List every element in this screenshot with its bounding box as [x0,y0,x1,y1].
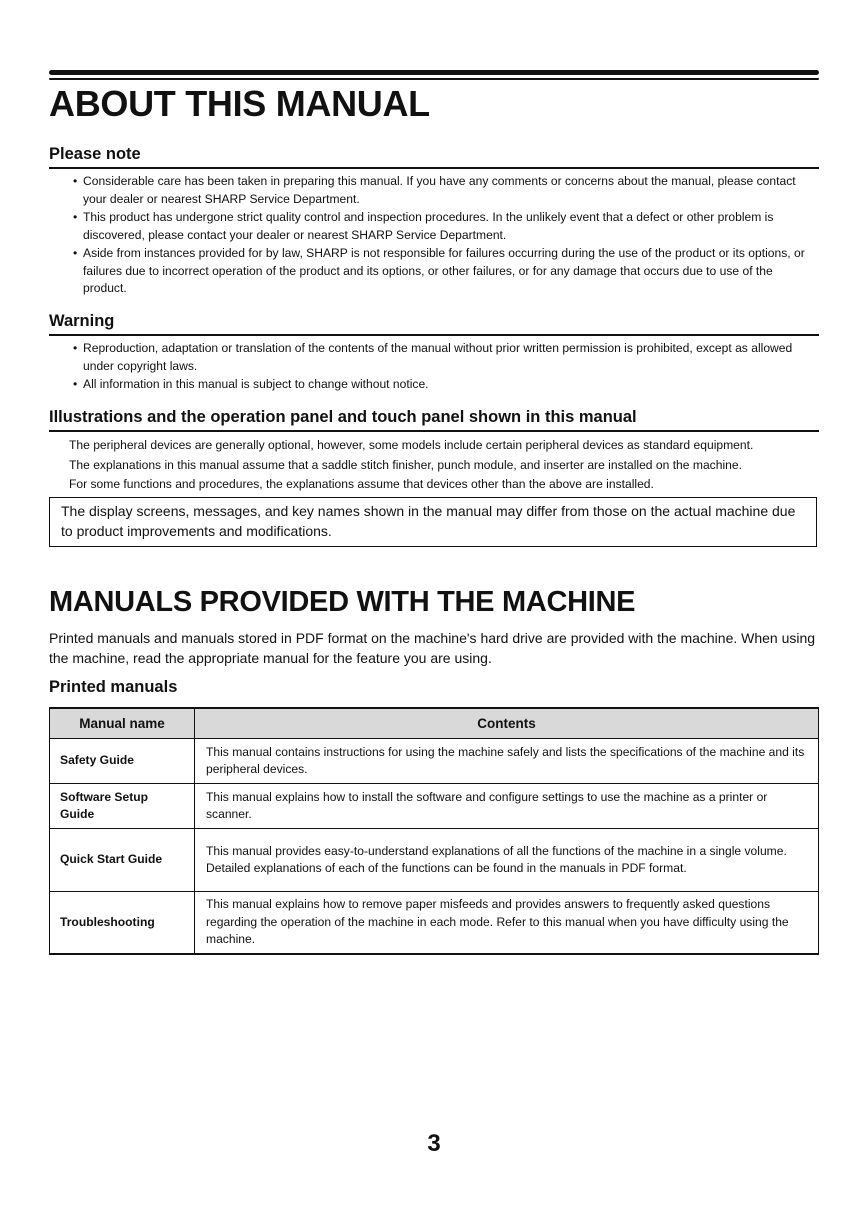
paragraph: The peripheral devices are generally optional, however, some models include certain peripheral devices as standard equipment. [69,438,754,452]
table-row [50,739,819,784]
list-item: • Aside from instances provided for by law, SHARP is not responsible for failures occurring during the use of the product or its options, or failures due to incorrect operation of the product and its options, or other failures, or for any damage that occurs due to use of the product. [83,245,819,298]
manual-name-cell: Troubleshooting [50,892,195,954]
paragraph: For some functions and procedures, the explanations assume that devices other than the above are installed. [69,477,654,491]
table-row [50,829,819,892]
manual-name-cell: Quick Start Guide [50,829,195,892]
contents-text: This manual provides easy-to-understand explanations of all the functions of the machine in a single volume. [206,843,787,858]
contents-text: Detailed explanations of each of the functions can be found in the manuals in PDF format. [206,861,687,875]
illustrations-paragraphs [69,436,819,495]
manual-name-cell: Software Setup Guide [50,784,195,829]
manual-name-cell: Safety Guide [50,739,195,784]
contents-cell [195,892,819,954]
please-note-heading: Please note [49,143,819,169]
please-note-section [49,143,819,299]
warning-heading: Warning [49,310,819,336]
warning-section [49,310,819,395]
contents-text: This manual explains how to remove paper misfeeds and provides answers to frequently asked questions regarding the operation of the machine in each mode. Refer to this manual when you have difficulty using the machine. [206,897,789,946]
illustrations-section [49,406,819,495]
printed-manuals-heading: Printed manuals [49,678,178,696]
paragraph: The explanations in this manual assume that a saddle stitch finisher, punch module, and inserter are installed on the machine. [69,457,742,472]
manuals-intro: Printed manuals and manuals stored in PDF format on the machine's hard drive are provided with the machine. When using the machine, read the appropriate manual for the feature you are using. [49,630,816,666]
display-note-box: The display screens, messages, and key names shown in the manual may differ from those on the actual machine due to product improvements and modifications. [49,497,817,547]
please-note-list [49,173,819,298]
table-row [50,784,819,829]
column-header-contents: Contents [195,708,819,739]
list-item: • Reproduction, adaptation or translation of the contents of the manual without prior written permission is prohibited, except as allowed under copyright laws. [83,340,819,375]
contents-cell [195,784,819,829]
list-item: • This product has undergone strict quality control and inspection procedures. In the unlikely event that a defect or other problem is discovered, please contact your dealer or nearest SHARP Service Department. [83,209,819,244]
table-row [50,892,819,954]
manuals-title: MANUALS PROVIDED WITH THE MACHINE [49,586,636,618]
warning-list [49,340,819,394]
list-item: • Considerable care has been taken in preparing this manual. If you have any comments or concerns about the manual, please contact your dealer or nearest SHARP Service Department. [83,173,819,208]
header-rule-thick [49,70,819,75]
header-rule-thin [49,78,819,80]
illustrations-heading: Illustrations and the operation panel and touch panel shown in this manual [49,406,819,432]
manuals-table [49,707,819,955]
list-item: • All information in this manual is subject to change without notice. [83,376,819,394]
contents-text: This manual contains instructions for using the machine safely and lists the specifications of the machine and its peripheral devices. [206,744,805,776]
contents-text: This manual explains how to install the software and configure settings to use the machine as a printer or scanner. [206,789,768,821]
about-title: ABOUT THIS MANUAL [49,83,430,124]
table-header-row [50,708,819,739]
column-header-manual-name: Manual name [50,708,195,739]
page-number: 3 [427,1130,441,1157]
contents-cell [195,829,819,892]
header-rule [49,70,819,80]
contents-cell [195,739,819,784]
